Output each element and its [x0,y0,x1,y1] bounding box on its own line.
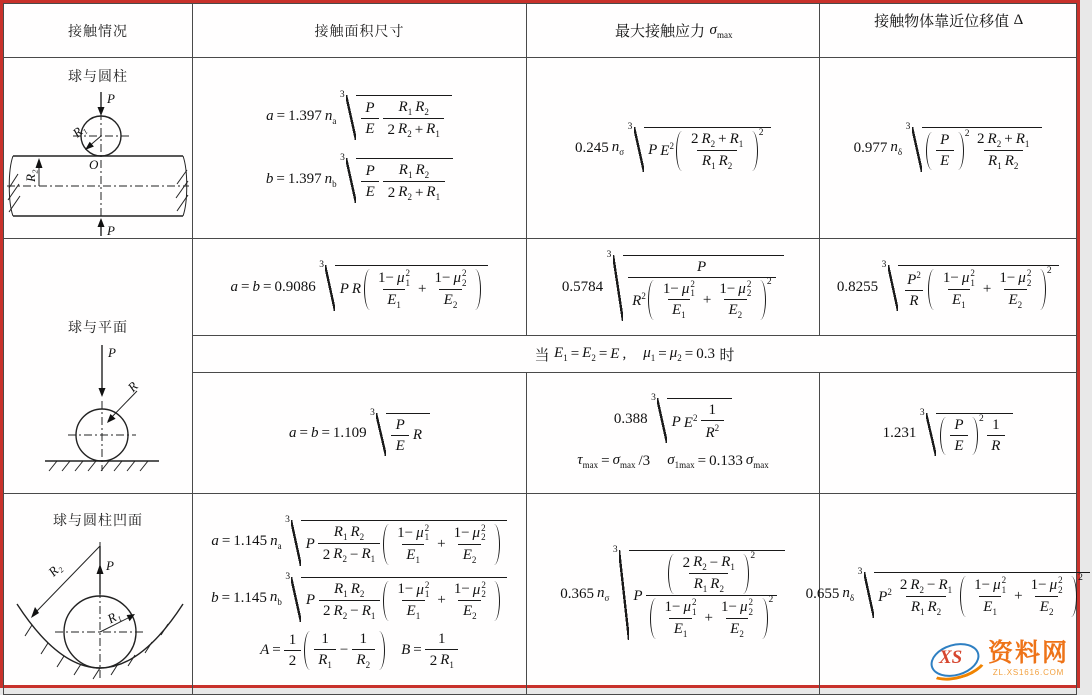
watermark-logo [925,638,985,680]
sphere-plane-disp-simplified-cell [820,373,1077,494]
xs-monogram: XS [938,647,963,668]
case-sphere-cylinder-label: 球与圆柱 [68,70,128,85]
header-max-stress-label: 最大接触应力 $\sigma_{max}$ [615,21,733,40]
svg-text:R₁: R₁ [104,607,123,627]
svg-text:R₁: R₁ [69,120,89,141]
watermark [925,638,1069,680]
sphere-plane-stress-simplified-formula: 0.388 3 P $E^2$ 1 $R^2$ $\tau_{max}$ = $\sigma_{max}$ /3 $\sigma_{1max}$ = 0.133 $\sigma_{max}$ [577,393,769,470]
sphere-in-concave-cylinder-diagram [5,532,191,694]
sphere-plane-area-simplified-cell [193,373,527,494]
condition-band-text: 当 $E_1$ = $E_2$ = E , $\mu_1$ = $\mu_2$ = 0.3 时 [534,345,735,364]
sphere-plane-stress-simplified-cell [527,373,820,494]
case-sphere-plane-cell [4,239,193,494]
contact-stress-table [3,3,1083,695]
case-sphere-concave-cell [4,494,193,695]
sphere-plane-disp-simplified-formula: 1.231 3 P E 2 1 R [820,411,1076,456]
header-contact-area [193,4,527,58]
sphere-plane-area-simplified-formula: a = b = 1.109 3 P E R [193,411,526,456]
sphere-on-plane-diagram [5,339,191,479]
svg-text:P: P [107,91,115,106]
sphere-plane-stress-formula: 0.5784 3 P $R^2$ 1− μ 2 1 $E_1$ + 1− μ 2 2 $E_2$ 2 [527,253,819,322]
header-displacement-label: 接触物体靠近位移值 Δ [874,12,1024,30]
case-sphere-cylinder-cell [4,58,193,239]
header-contact-case-label: 接触情况 [68,24,128,40]
sphere-plane-disp-formula: 0.8255 3 $P^2$ R 1− μ 2 1 $E_1$ + 1− μ 2 2 $E_2$ 2 [820,263,1076,311]
svg-text:P: P [107,223,115,238]
sphere-cylinder-disp-cell [820,58,1077,239]
sphere-cylinder-stress-formula: 0.245 $n_\sigma$ 3 P $E^2$ 2 $R_2$ + $R_1$ $R_1$ $R_2$ 2 [527,125,819,172]
sphere-cylinder-area-cell [193,58,527,239]
condition-band-cell [193,336,1077,373]
sphere-concave-area-formula: a = 1.145 $n_a$ 3 P $R_1$ $R_2$ 2 $R_2$ − $R_1$ 1− μ 2 1 $E_1$ + 1− μ 2 2 $E_2$ b = 1.145 $n_b$ 3 P $R_1$ $R_2$ 2 $R_2$ − $R_1$ 1− μ 2 1 $E_1$ + 1− μ 2 2 $E_2$ A = $\frac{1}{2}$ 1 $R_1$ − $\frac{1}{R_2}$ B = 1 2 $R_1$ [193,518,526,671]
sphere-concave-stress-formula: 0.365 $n_\sigma$ 3 P 2 $R_2$ − $R_1$ $R_1$ $R_2$ 2 1− μ 2 1 $E_1$ + 1− μ 2 2 $E_2$ 2 [527,548,819,640]
svg-text:P: P [108,345,116,360]
sphere-concave-disp-formula: 0.655 $n_\delta$ 3 $P^2$ 2 $R_2$ − $R_1$ $R_1$ $R_2$ 1− μ 2 1 $E_1$ + 1− μ 2 2 $E_2$ 2 [820,570,1076,618]
header-displacement [820,4,1077,58]
sphere-cylinder-stress-cell [527,58,820,239]
sphere-cylinder-area-formula: a = 1.397 $n_a$ 3 P E $R_1$ $R_2$ 2 $R_2$ + $R_1$ b = 1.397 $n_b$ 3 P E $R_1$ $R_2$ 2 $R_2$ + $R_1$ [193,93,526,203]
sphere-concave-stress-cell [527,494,820,695]
header-contact-area-label: 接触面积尺寸 [314,24,405,40]
watermark-url: ZL.XS1616.COM [992,668,1065,677]
svg-text:R₂: R₂ [23,169,38,182]
svg-text:P: P [106,558,114,573]
sphere-plane-area-formula: a = b = 0.9086 3 P R 1− μ 2 1 $E_1$ + 1− μ 2 2 $E_2$ [193,263,526,311]
svg-text:O: O [89,157,99,172]
sphere-on-cylinder-diagram [5,88,191,238]
sphere-plane-disp-cell [820,239,1077,336]
watermark-name: 资料网 [987,639,1069,667]
sphere-plane-stress-cell [527,239,820,336]
svg-text:R: R [124,378,141,395]
sphere-concave-area-cell [193,494,527,695]
watermark-text [988,641,1069,677]
sphere-plane-area-cell [193,239,527,336]
header-contact-case [4,4,193,58]
sphere-cylinder-disp-formula: 0.977 $n_\delta$ 3 P E 2 2 $R_2$ + $R_1$ $R_1$ $R_2$ [820,125,1076,172]
case-sphere-concave-label: 球与圆柱凹面 [53,514,143,529]
case-sphere-plane-label: 球与平面 [68,321,128,336]
svg-text:R₂: R₂ [45,559,65,580]
header-max-stress [527,4,820,58]
